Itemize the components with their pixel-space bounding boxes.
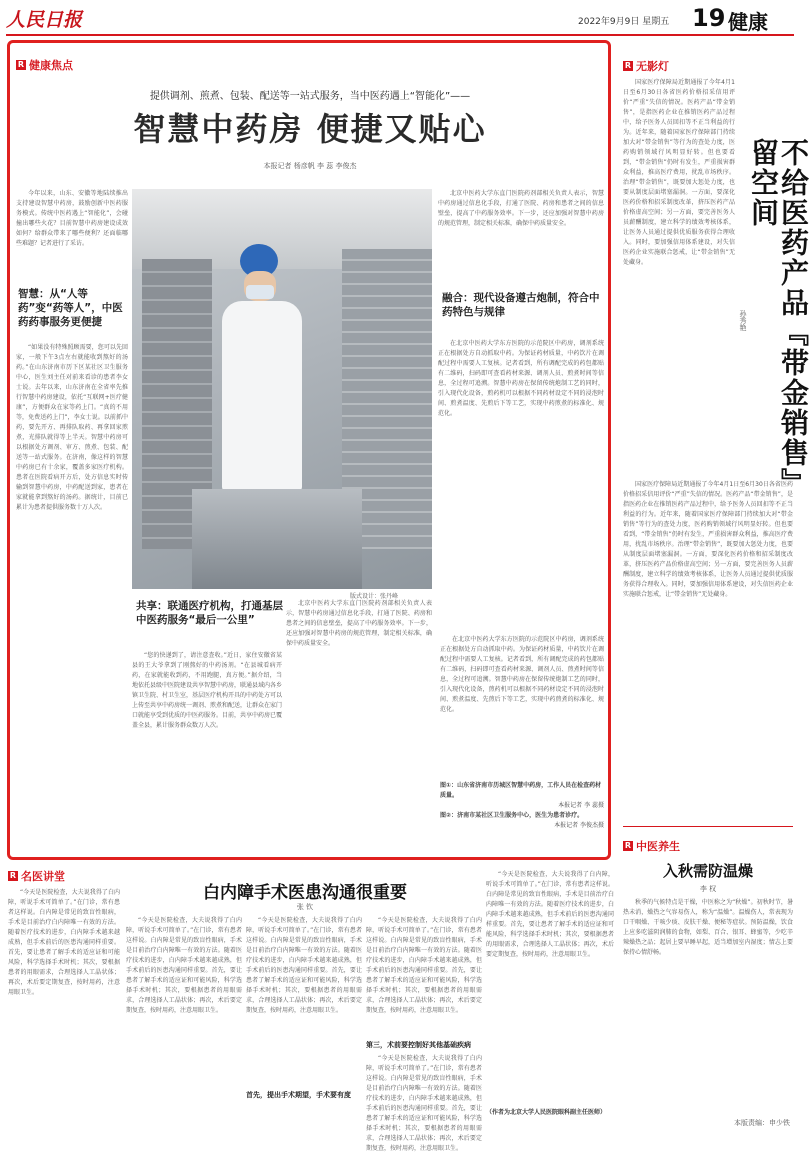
lower-col-5: “今天是医院检查，大夫说我得了白内障，听说手术可简单了。”在门诊，常有患者这样说。白内障是常见的致盲性眼病，手术是目前治疗白内障唯一有效的方法。随着医疗技术的进步，白内障手术越来越成熟，但手术前后的医患沟通同样重要。首先，要让患者了解手术的适应证和可能风险，科学选择手术时机；其次，要根据患者的用眼需求，合理选择人工晶状体；再次，术后要定期复查，按时用药，注意用眼卫生。 [486,871,614,958]
feature-kicker: 提供调剂、煎煮、包装、配送等一站式服务，当中医药遇上“智能化”—— [149,91,471,102]
subhead-share: 共享：联通医疗机构，打通基层中医药服务“最后一公里” [136,600,283,626]
feature-col4: 北京中医药大学东直门医院药剂部相关负责人表示，智慧中药房通过信息化手段，打通了医院、药房和患者之间的信息壁垒，提高了中药服务效率。下一步，还应加强对智慧中药房的规范管理，制定相关标准，确保中药质量安全。 [438,190,604,227]
lower-subhead-2: 第三，术前要控制好其他基础疾病 [366,1041,471,1049]
feature-frame[interactable] [7,40,611,860]
tag-marker-icon: R [624,61,632,70]
tag-marker-icon: R [624,841,632,850]
lower-col-4: “今天是医院检查，大夫说我得了白内障，听说手术可简单了。”在门诊，常有患者这样说。白内障是常见的致盲性眼病，手术是目前治疗白内障唯一有效的方法。随着医疗技术的进步，白内障手术越来越成熟，但手术前后的医患沟通同样重要。首先，要让患者了解手术的适应证和可能风险，科学选择手术时机；其次，要根据患者的用眼需求，合理选择人工晶状体；再次，术后要定期复查，按时用药，注意用眼卫生。 [366,917,482,1014]
lower-author: 张 钦 [296,903,314,911]
issue-date: 2022年9月9日 星期五 [578,17,670,27]
subhead-fusion: 融合：现代设备遵古炮制，符合中药特色与规律 [442,292,600,318]
sidebar-body-a: 国家医疗保障局近期通报了今年4月1日至6月30日各省医药价格招采信用评价“严重”失信的情况。医药产品“带金销售”，是指医药企业在推销医药产品过程中，给予医务人员回扣等不正当利益的行为。近年来，随着国家医疗保障部门持续加大对“带金销售”等行为的查处力度，医药购销领域行风明显好转。但也要看到，“带金销售”仍时有发生，严重损害群众利益，推高医疗费用，扰乱市场秩序。治理“带金销售”，既要加大惩处力度，也要从制度层面堵塞漏洞。一方面，要深化医药价格和招采制度改革，挤压医药产品价格虚高空间；另一方面，要完善医务人员薪酬制度，建立科学的绩效考核体系，让医务人员通过提供优质服务获得合理收入。同时，要加强信用体系建设，对失信医药企业实施联合惩戒，让“带金销售”无处藏身。 [623,79,735,266]
tag-marker-icon: R [9,871,17,880]
health-author: 李 权 [699,885,717,893]
pharmacy-photo [132,189,432,589]
section-name: 健康 [728,10,768,34]
machine-counter [192,489,362,589]
sidebar-tag: R 无影灯 [624,60,669,73]
masthead-rule [6,34,794,36]
feature-col2: 在北京中医药大学东方医院的示范院区中药房，调剂系统正在根据处方自动抓取中药。为保证药材质量，中药饮片在调配过程中需要人工复核。记者看到，所有调配完成的药包都贴有二维码，扫码即可查看药材来源、调剂人员、煎煮时间等信息，全过程可追溯。智慧中药房在保留传统炮制工艺的同时，引入现代化设备，煎药机可以根据不同药材设定不同的浸泡时间、煎煮温度、先煎后下等工艺，实现中药煎煮的标准化、规范化。 [438,340,604,417]
photo-notes [440,635,604,845]
feature-tag: R 健康焦点 [17,59,73,72]
worker-coat [222,301,302,491]
note-2: 图②：济南市某社区卫生服务中心，医生为患者诊疗。 [440,812,584,819]
feature-intro: 今年以来，山东、安徽等地陆续推出支持建设智慧中药房，鼓励创新中医药服务模式。传统中医药遇上“智能化”，会碰撞出哪些火花？目前智慧中药房建设成效如何？给群众带来了哪些便利？还面临哪些难题？记者进行了采访。 [16,190,128,247]
note-1: 图①：山东省济南市历城区智慧中药房，工作人员在检查药材质量。 [440,782,602,799]
page-number: 19 [692,4,726,32]
lower-col-3: “今天是医院检查，大夫说我得了白内障，听说手术可简单了。”在门诊，常有患者这样说。白内障是常见的致盲性眼病，手术是目前治疗白内障唯一有效的方法。随着医疗技术的进步，白内障手术越来越成熟，但手术前后的医患沟通同样重要。首先，要让患者了解手术的适应证和可能风险，科学选择手术时机；其次，要根据患者的用眼需求，合理选择人工晶状体；再次，术后要定期复查，按时用药，注意用眼卫生。 [246,917,362,1014]
sidebar-body-b: 国家医疗保障局近期通报了今年4月1日至6月30日各省医药价格招采信用评价“严重”失信的情况。医药产品“带金销售”，是指医药企业在推销医药产品过程中，给予医务人员回扣等不正当利益的行为。近年来，随着国家医疗保障部门持续加大对“带金销售”等行为的查处力度，医药购销领域行风明显好转。但也要看到，“带金销售”仍时有发生，严重损害群众利益，推高医疗费用，扰乱市场秩序。治理“带金销售”，既要加大惩处力度，也要从制度层面堵塞漏洞。一方面，要深化医药价格和招采制度改革，挤压医药产品价格虚高空间；另一方面，要完善医务人员薪酬制度，建立科学的绩效考核体系，让医务人员通过提供优质服务获得合理收入。同时，要加强信用体系建设，对失信医药企业实施联合惩戒，让“带金销售”无处藏身。 [623,481,793,598]
sidebar-author: 孙秀艳 [739,310,747,331]
health-body: 秋季的气候特点是干燥，中医称之为“秋燥”。初秋时节，暑热未消，燥热之气容易伤人，称为“温燥”。温燥伤人，常表现为口干咽燥、干咳少痰、皮肤干燥、便秘等症状。预防温燥，饮食上应多吃滋阴润肺的食物，如梨、百合、银耳、蜂蜜等，少吃辛辣燥热之品；起居上要早睡早起，适当增加室内湿度；情志上要保持心情舒畅。 [623,899,793,956]
feature-col3: “您的快递到了，请注意查收。”近日，家住安徽省某县的王大爷拿到了刚熬好的中药汤剂。“在县城看病开药，在家就能收到药，不用跑腿，真方便。”据介绍，当地依托县级中医院建设共享智慧中药房，联通县域内各乡镇卫生院、村卫生室，基层医疗机构开具的中药处方可以上传至共享中药房统一调剂、煎煮和配送，让群众在家门口就能享受到优质的中医药服务。目前，共享中药房已覆盖全县，累计服务群众数万人次。 [132,652,283,729]
health-title: 入秋需防温燥 [662,862,753,880]
lower-affiliation: （作者为北京大学人民医院眼科副主任医师） [486,1109,607,1116]
tag-marker-icon: R [17,60,25,69]
photo-caption: 版式设计：张丹峰 [350,593,399,600]
feature-col3b: 北京中医药大学东直门医院药剂部相关负责人表示，智慧中药房通过信息化手段，打通了医院、药房和患者之间的信息壁垒，提高了中药服务效率。下一步，还应加强对智慧中药房的规范管理，制定相关标准，确保中药质量安全。 [286,600,432,647]
lower-tag: R 名医讲堂 [9,870,65,883]
newspaper-logo: 人民日报 [6,9,83,31]
lower-col-1: “今天是医院检查，大夫说我得了白内障，听说手术可简单了。”在门诊，常有患者这样说。白内障是常见的致盲性眼病，手术是目前治疗白内障唯一有效的方法。随着医疗技术的进步，白内障手术越来越成熟，但手术前后的医患沟通同样重要。首先，要让患者了解手术的适应证和可能风险，科学选择手术时机；其次，要根据患者的用眼需求，合理选择人工晶状体；再次，术后要定期复查，按时用药，注意用眼卫生。 [8,889,120,996]
col2-continued: 在北京中医药大学东方医院的示范院区中药房，调剂系统正在根据处方自动抓取中药。为保证药材质量，中药饮片在调配过程中需要人工复核。记者看到，所有调配完成的药包都贴有二维码，扫码即可查看药材来源、调剂人员、煎煮时间等信息，全过程可追溯。智慧中药房在保留传统炮制工艺的同时，引入现代化设备，煎药机可以根据不同药材设定不同的浸泡时间、煎煮温度、先煎后下等工艺，实现中药煎煮的标准化、规范化。 [440,636,604,713]
credit-1: 本报记者 李 蕊摄 [558,802,604,809]
worker-mask [246,285,274,299]
sidebar-title: 不给医药产品『带金销售』留空间 [747,138,810,498]
page-editor: 本版责编：申少铁 [734,1119,790,1127]
lower-col-2: “今天是医院检查，大夫说我得了白内障，听说手术可简单了。”在门诊，常有患者这样说。白内障是常见的致盲性眼病，手术是目前治疗白内障唯一有效的方法。随着医疗技术的进步，白内障手术越来越成熟，但手术前后的医患沟通同样重要。首先，要让患者了解手术的适应证和可能风险，科学选择手术时机；其次，要根据患者的用眼需求，合理选择人工晶状体；再次，术后要定期复查，按时用药，注意用眼卫生。 [126,917,242,1014]
feature-byline: 本报记者 杨彦帆 李 蕊 李俊杰 [263,162,357,170]
lower-subhead-1: 首先，提出手术期望，手术要有度 [246,1091,351,1099]
subhead-smart: 智慧：从“人等药”变“药等人”，中医药药事服务更便捷 [18,288,123,328]
credit-2: 本报记者 李俊杰摄 [554,822,604,829]
sidebar-rule [623,826,793,827]
masthead [0,0,800,36]
feature-title: 智慧中药房 便捷又贴心 [133,110,487,148]
health-tag: R 中医养生 [624,840,680,853]
lower-col-4b: “今天是医院检查，大夫说我得了白内障，听说手术可简单了。”在门诊，常有患者这样说。白内障是常见的致盲性眼病，手术是目前治疗白内障唯一有效的方法。随着医疗技术的进步，白内障手术越来越成熟，但手术前后的医患沟通同样重要。首先，要让患者了解手术的适应证和可能风险，科学选择手术时机；其次，要根据患者的用眼需求，合理选择人工晶状体；再次，术后要定期复查，按时用药，注意用眼卫生。 [366,1055,482,1152]
feature-col1: “如果没有特殊照顾需要，您可以先回家，一般下午3点左右就能收到熬好的汤药。”在山东济南市历下区某社区卫生服务中心，医生刘主任对前来看诊的患者李女士说。去年以来，山东济南在全省率先推行智慧中药房建设，依托“互联网+医疗健康”，方便群众在家等药上门。“真的不用等，免费送药上门”，李女士说。以前抓中药，要先开方、再排队取药、再拿回家煎煮，光排队就得等上半天。智慧中药房可以根据处方调剂、审方、煎煮、包装、配送等一站式服务。在济南，像这样的智慧中药房已有十余家，覆盖多家医疗机构。患者在医院看病开方后，处方信息实时传输到智慧中药房，中药配送到家，患者在家就能拿到熬好的汤药。据统计，目前已累计为患者提供服务数十万人次。 [16,344,128,511]
lower-title: 白内障手术医患沟通很重要 [203,883,407,903]
